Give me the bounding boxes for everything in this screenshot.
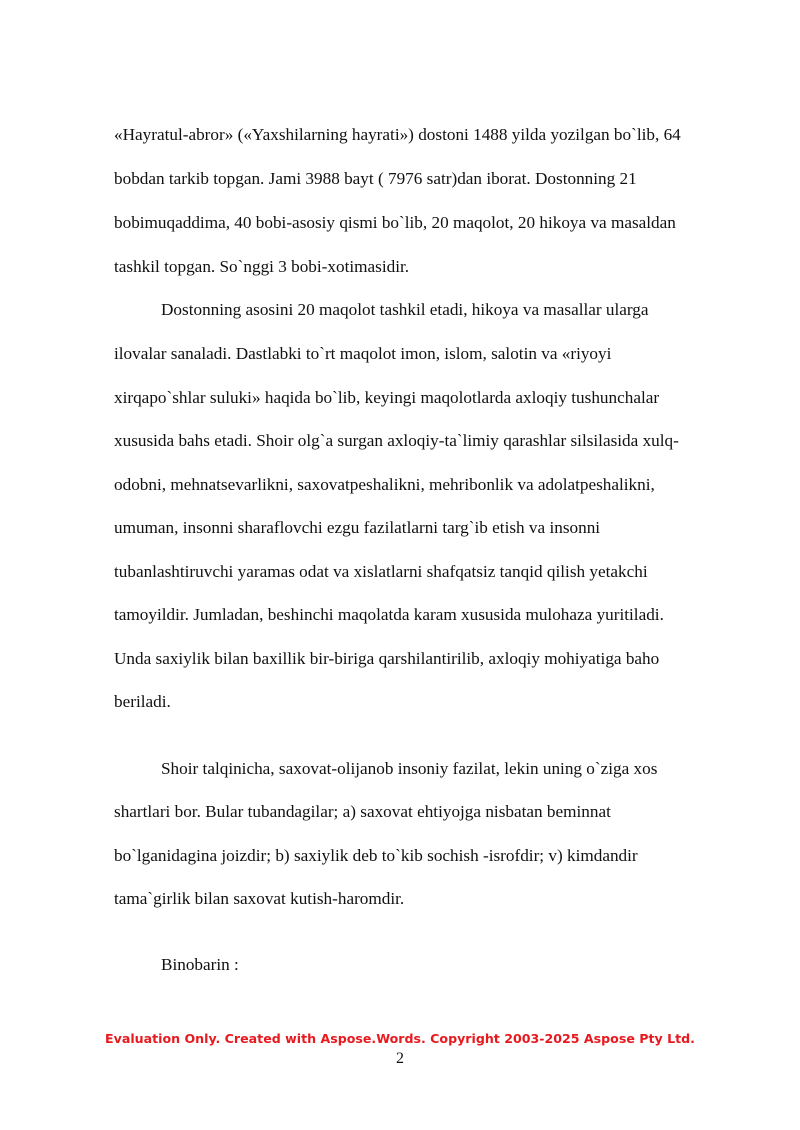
text-line: umuman, insonni sharaflovchi ezgu fazilatlarni targ`ib etish va insonni xyxy=(114,518,601,537)
text-line: Unda saxiylik bilan baxillik bir-biriga qarshilantirilib, axloqiy mohiyatiga baho xyxy=(114,649,660,668)
text-line: Shoir talqinicha, saxovat-olijanob insoniy fazilat, lekin uning o`ziga xos xyxy=(161,759,658,778)
text-line: odobni, mehnatsevarlikni, saxovatpeshalikni, mehribonlik va adolatpeshalikni, xyxy=(114,475,655,494)
evaluation-watermark-notice: Evaluation Only. Created with Aspose.Words. Copyright 2003-2025 Aspose Pty Ltd. xyxy=(105,1031,695,1046)
text-line: xususida bahs etadi. Shoir olg`a surgan axloqiy-ta`limiy qarashlar silsilasida xulq- xyxy=(114,431,679,450)
text-line: Dostonning asosini 20 maqolot tashkil etadi, hikoya va masallar ularga xyxy=(161,300,649,319)
text-line: tubanlashtiruvchi yaramas odat va xislatlarni shafqatsiz tanqid qilish yetakchi xyxy=(114,562,648,581)
text-line: «Hayratul-abror» («Yaxshilarning hayrati») dostoni 1488 yilda yozilgan bo`lib, 64 xyxy=(114,125,681,144)
text-line: tashkil topgan. So`nggi 3 bobi-xotimasidir. xyxy=(114,257,410,276)
text-line: tama`girlik bilan saxovat kutish-haromdir. xyxy=(114,889,405,908)
text-line: bo`lganidagina joizdir; b) saxiylik deb to`kib sochish -isrofdir; v) kimdandir xyxy=(114,846,638,865)
text-line: bobdan tarkib topgan. Jami 3988 bayt ( 7976 satr)dan iborat. Dostonning 21 xyxy=(114,169,637,188)
text-line: shartlari bor. Bular tubandagilar; a) saxovat ehtiyojga nisbatan beminnat xyxy=(114,802,611,821)
text-line: Binobarin : xyxy=(161,955,239,974)
text-line: beriladi. xyxy=(114,692,171,711)
text-line: ilovalar sanaladi. Dastlabki to`rt maqolot imon, islom, salotin va «riyoyi xyxy=(114,344,612,363)
text-line: bobimuqaddima, 40 bobi-asosiy qismi bo`lib, 20 maqolot, 20 hikoya va masaldan xyxy=(114,213,676,232)
text-line: tamoyildir. Jumladan, beshinchi maqolatda karam xususida mulohaza yuritiladi. xyxy=(114,605,664,624)
page-number: 2 xyxy=(396,1050,404,1067)
text-line: xirqapo`shlar suluki» haqida bo`lib, keyingi maqolotlarda axloqiy tushunchalar xyxy=(114,388,660,407)
